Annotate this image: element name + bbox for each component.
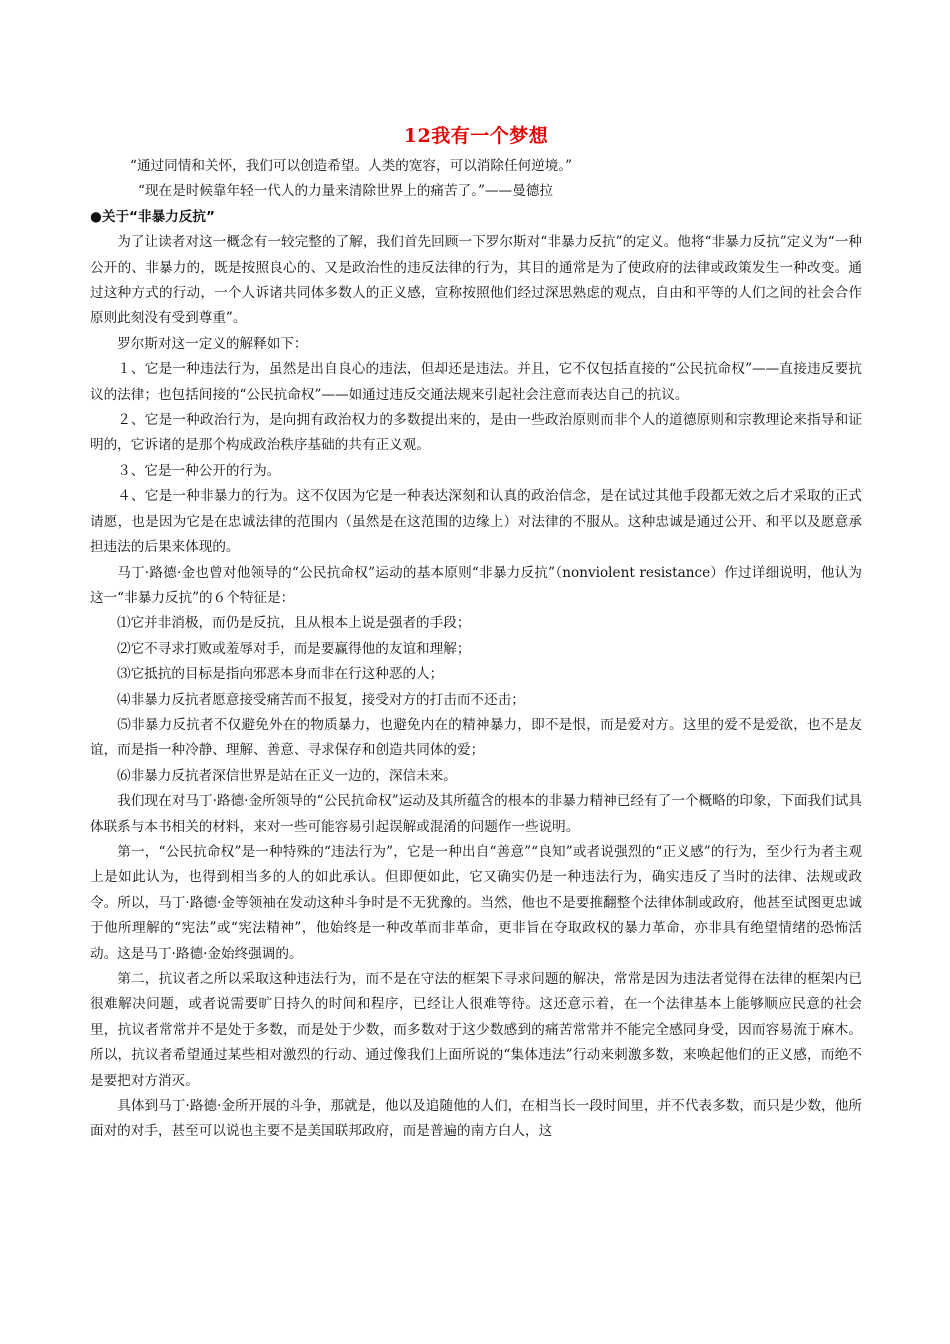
- page-title: 12我有一个梦想: [403, 125, 549, 147]
- document-page: [90, 122, 862, 1145]
- epigraph-quote-1: “通过同情和关怀，我们可以创造希望。人类的宽容，可以消除任何逆境。”: [130, 158, 573, 174]
- paragraph-second-point: 第二，抗议者之所以采取这种违法行为，而不是在守法的框架下寻求问题的解决，常常是因为违法者觉得在法律的框架内已很难解决问题，或者说需要旷日持久的时间和程序，已经让人很难等待。这还意示着，在一个法律基本上能够顺应民意的社会里，抗议者常常并不是处于多数，而是处于少数，而多数对于这少数感到的痛苦常常并不能完全感同身受，因而容易流于麻木。所以，抗议者希望通过某些相对激烈的行动、通过像我们上面所说的“集体违法”行动来刺激多数，来唤起他们的正义感，而绝不是要把对方消灭。: [90, 971, 862, 1089]
- paragraph-first-point: 第一，“公民抗命权”是一种特殊的“违法行为”，它是一种出自“善意”“良知”或者说强烈的“正义感”的行为，至少行为者主观上是如此认为，也得到相当多的人的如此承认。但即便如此，它又确实仍是一种违法行为，确实违反了当时的法律、法规或政令。所以，马丁·路德·金等领袖在发动这种斗争时是不无犹豫的。当然，他也不是要推翻整个法律体制或政府，他甚至试图更忠诚于他所理解的“宪法”或“宪法精神”，他始终是一种改革而非革命，更非旨在夺取政权的暴力革命，亦非具有绝望情绪的恐怖活动。这是马丁·路德·金始终强调的。: [90, 843, 862, 962]
- rawls-point-2: ２、它是一种政治行为，是向拥有政治权力的多数提出来的，是由一些政治原则而非个人的道德原则和宗教理论来指导和证明的，它诉诸的是那个构成政治秩序基础的共有正义观。: [90, 412, 862, 454]
- paragraph-overview: 我们现在对马丁·路德·金所领导的“公民抗命权”运动及其所蕴含的根本的非暴力精神已经有了一个概略的印象，下面我们试具体联系与本书相关的材料，来对一些可能容易引起误解或混淆的问题作一些说明。: [90, 793, 862, 835]
- paragraph-rawls-explanation-intro: 罗尔斯对这一定义的解释如下：: [117, 335, 308, 352]
- paragraph-rawls-definition: 为了让读者对这一概念有一较完整的了解，我们首先回顾一下罗尔斯对“非暴力反抗”的定义。他将“非暴力反抗”定义为“一种公开的、非暴力的，既是按照良心的、又是政治性的违反法律的行为，其目的通常是为了使政府的法律或政策发生一种改变。通过这种方式的行动，一个人诉诸共同体多数人的正义感，宣称按照他们经过深思熟虑的观点，自由和平等的人们之间的社会合作原则此刻没有受到尊重”。: [90, 234, 862, 327]
- rawls-point-4: ４、它是一种非暴力的行为。这不仅因为它是一种表达深刻和认真的政治信念，是在试过其他手段都无效之后才采取的正式请愿，也是因为它是在忠诚法律的范围内（虽然是在这范围的边缘上）对法律的不服从。这种忠诚是通过公开、和平以及愿意承担违法的后果来体现的。: [90, 488, 862, 556]
- king-feature-1: ⑴它并非消极，而仍是反抗，且从根本上说是强者的手段；: [117, 615, 471, 632]
- king-feature-3: ⑶它抵抗的目标是指向邪恶本身而非在行这种恶的人；: [117, 666, 444, 683]
- king-feature-4: ⑷非暴力反抗者愿意接受痛苦而不报复，接受对方的打击而不还击；: [117, 691, 525, 708]
- king-feature-5: ⑸非暴力反抗者不仅避免外在的物质暴力，也避免内在的精神暴力，即不是恨，而是爱对方。这里的爱不是爱欲，也不是友谊，而是指一种冷静、理解、善意、寻求保存和创造共同体的爱；: [90, 716, 862, 759]
- epigraph-quote-2: “现在是时候靠年轻一代人的力量来清除世界上的痛苦了。”——曼德拉: [138, 183, 553, 200]
- paragraph-king-struggle: 具体到马丁·路德·金所开展的斗争，那就是，他以及追随他的人们，在相当长一段时间里，并不代表多数，而只是少数，他所面对的对手，甚至可以说也主要不是美国联邦政府，而是普遍的南方白人，这: [90, 1098, 862, 1140]
- section-heading: ●关于“非暴力反抗”: [90, 208, 215, 225]
- rawls-point-3: ３、它是一种公开的行为。: [117, 462, 281, 479]
- rawls-point-1: １、它是一种违法行为，虽然是出自良心的违法，但却还是违法。并且，它不仅包括直接的“公民抗命权”——直接违反要抗议的法律；也包括间接的“公民抗命权”——如通过违反交通法规来引起社会注意而表达自己的抗议。: [90, 361, 862, 403]
- king-feature-6: ⑹非暴力反抗者深信世界是站在正义一边的，深信未来。: [117, 767, 457, 784]
- paragraph-king-intro: 马丁·路德·金也曾对他领导的“公民抗命权”运动的基本原则“非暴力反抗”（nonviolent resistance）作过详细说明，他认为这一“非暴力反抗”的６个特征是：: [90, 564, 862, 606]
- king-feature-2: ⑵它不寻求打败或羞辱对手，而是要赢得他的友谊和理解；: [117, 640, 471, 657]
